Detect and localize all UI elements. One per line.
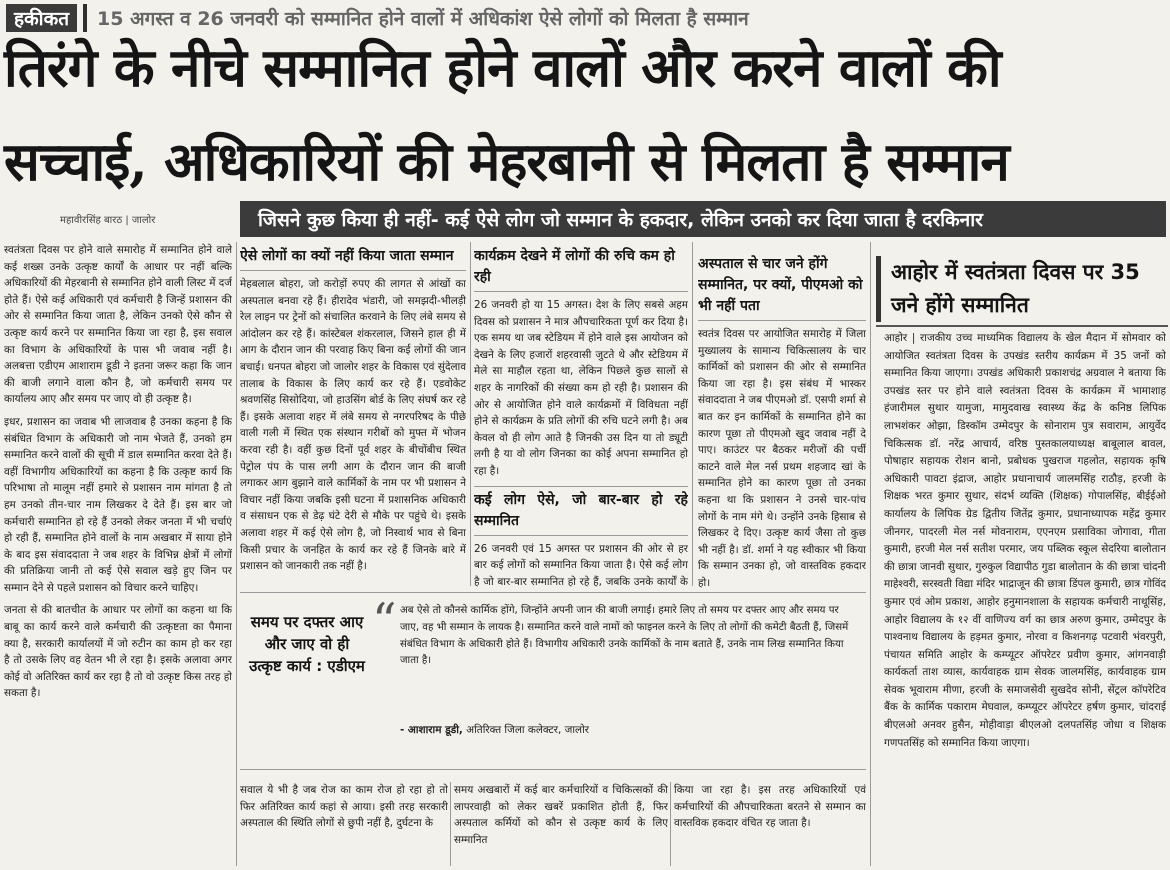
column-divider (670, 782, 671, 866)
bottom-text-2: समय अखबारों में कई बार कर्मचारियों व चिकित्सकों की लापरवाही को लेकर खबरें प्रकाशित होती हैं, फिर अस्पताल कर्मियों को कौन से उत्कृष्ट कार्य के लिए सम्मानित (454, 784, 668, 846)
bottom-text-1: सवाल ये भी है जब रोज का काम रोज हो रहा हो तो फिर अतिरिक्त कार्य कहां से आया। इसी तरह सरकारी अस्पताल की स्थिति लोगों से छुपी नहीं है, दुर्घटना के (240, 784, 448, 830)
quote-box (240, 592, 866, 770)
column-3-heading: कार्यक्रम देखने में लोगों की रुचि कम हो रही (474, 246, 688, 292)
deck-banner: जिसने कुछ किया ही नहीं- कई ऐसे लोग जो सम्मान के हकदार, लेकिन उनको कर दिया जाता है दरकिनार (240, 201, 1166, 237)
headline-line-1: तिरंगे के नीचे सम्मानित होने वालों और करने वालों की (4, 37, 1001, 99)
right-column-body: आहोर | राजकीय उच्च माध्यमिक विद्यालय के खेल मैदान में सोमवार को आयोजित स्वतंत्रता दिवस के उपखंड स्तरीय कार्यक्रम में 35 जनों को सम्मानित किया जाएगा। उपखंड अधिकारी प्रकाशचंद्र अग्रवाल ने बताया कि उपखंड स्तर पर होने वाले स्वतंत्रता दिवस के कार्यक्रम में भामाशाह हंजारीमल सुथार यामुजा, मामुदवाख स्वास्थ्य केंद्र के कनिष्ठ लिपिक लाभशंकर ओझा, डिस्कॉम उम्मेदपुर के सोनाराम पुत्र सवाराम, आयुर्वेद चिकित्सक डॉ. नरेंद्र आचार्य, वरिष्ठ पुस्तकालयाध्यक्ष बाबूलाल बावल, पोषाहार सहायक रोशन बानो, प्रबोधक पुखराज गहलोत, सहायक कृषि अधिकारी पावटा इंद्राज, आहोर प्रधानाचार्य जालमसिंह राठौड़, हरजी के शिक्षक भरत कुमार सुथार, संदर्भ व्यक्ति (शिक्षक) गोपालसिंह, बीईईओ कार्यालय के लिपिक ग्रेड द्वितीय जितेंद्र कुमार, प्रधानाध्यापक महेंद्र कुमार जीनगर, पादरली मेल नर्स मोवनाराम, एएनएम प्रसाविका जोगावा, गीता कुमारी, हरजी मेल नर्स सतीश परमार, जय पब्लिक स्कूल सेदरिया बालोतान की छात्रा जानवी सुथार, गुरुकुल विद्यापीठ गुडा बालोतान के की छात्रा चांदनी माहेश्वरी, सरस्वती विद्या मंदिर भाद्राजून की छात्रा डिंपल कुमारी, छात्र गोविंद कुमार एवं ओम प्रकाश, आहोर हनुमानशाला के सहायक कर्मचारी नाथूसिंह, आहोर विद्यालय के १२ वीं वाणिज्य वर्ग का छात्र अरुण कुमार, उम्मेदपुर के पाश्वनाथ विद्यालय के हड़मत कुमार, नोरवा व किशनगढ़ पटवारी भंवरपुरी, पंचायत समिति आहोर के कम्प्यूटर ऑपरेटर प्रवीण कुमार, आंगनवाड़ी कार्यकर्ता ताश व्यास, कार्यवाहक ग्राम सेवक जालमसिंह, कार्यवाहक ग्राम सेवक भूवाराम मीणा, हरजी के समाजसेवी सुखदेव सोनी, सेंट्रल कॉपरेटिव बैंक के कार्मिक पकाराम मेघवाल, कम्प्यूटर ऑपरेटर हर्षण कुमार, चांदराई बीएलओ अनवर हुसैन, मोहीवाड़ा बीएलओ दलपतसिंह जोधा व शिक्षक गणपतसिंह को सम्मानित किया जाएगा। (884, 332, 1166, 749)
column-2-heading: ऐसे लोगों का क्यों नहीं किया जाता सम्मान (240, 246, 466, 271)
right-heading-rule (876, 325, 1168, 327)
quote-attribution (400, 723, 589, 737)
column-divider (870, 242, 871, 866)
quote-side-heading: समय पर दफ्तर आए और जाए वो ही उत्कृष्ट कार्य : एडीएम (249, 613, 365, 675)
kicker-text: 15 अगस्त व 26 जनवरी को सम्मानित होने वालों में अधिकांश ऐसे लोगों को मिलता है सम्मान (97, 8, 749, 30)
column-1-paragraph: इधर, प्रशासन का जवाब भी लाजवाब है उनका कहना है कि संबंधित विभाग के अधिकारी जो नाम भेजते हैं, उनको हम सम्मानित करने वालों की सूची में डाल सम्मानित करवा देते हैं। वहीं विभागीय अधिकारियों का कहना है कि उत्कृष्ट कार्य कि परिभाषा तो मालूम नहीं हमारे से प्रशासन नाम मांगता है तो हम उनको तीन-चार नाम लिखकर दे देते हैं। इस बार जो कर्मचारी सम्मानित हो रहे हैं उनको लेकर जनता में भी चर्चाएं हो रही हैं, सम्मानित होने वालों के नाम अखबार में साया होने के बाद इस संवाददाता ने जब शहर के विभिन्न क्षेत्रों में लोगों की प्रतिक्रिया जानी तो कई ऐसे सवाल खड़े हुए जिन पर सम्मान देने से पहले प्रशासन को विचार करने चाहिए। (4, 415, 232, 594)
column-divider (470, 242, 471, 586)
byline: महावीरसिंह बारठ | जालोर (60, 215, 156, 226)
column-1-paragraph: स्वतंत्रता दिवस पर होने वाले समारोह में सम्मानित होने वाले कई शख्स उनके उत्कृष्ट कार्यों के आधार पर नहीं बल्कि अधिकारियों की मेहरबानी से सम्मानित होने वाली लिस्ट में दर्ज होते हैं। ऐसे कई अधिकारी एवं कर्मचारी है जिन्हें प्रशासन की ओर से सम्मानित किया जाता है, लेकिन उनको ऐसे कौन से उत्कृष्ट कार्य करने पर सम्मानित किया जा रहा है, इस सवाल का विभाग के अधिकारियों के पास भी जवाब नहीं है। अलबत्ता एडीएम आशाराम डूडी ने इतना जरूर कहा कि जान की बाजी लगाने वाला कौन है, जो कर्मचारी समय पर कार्यालय आए और समय पर जाए वो ही उत्कृष्ट है। (4, 244, 232, 406)
quote-attribution-name: - आशाराम डूडी, (400, 724, 463, 736)
kicker-tag: हकीकत (6, 4, 77, 32)
column-divider (236, 242, 237, 866)
quote-text: अब ऐसे तो कौनसे कार्मिक होंगे, जिन्होंने अपनी जान की बाजी लगाई। हमारे लिए तो समय पर दफ्तर आए और समय पर जाए, वह भी सम्मान के लायक है। सम्मानित करने वाले नामों को फाइनल करने के लिए तो लोगों की कमेटी बैठती हैं, जिसमें संबंधित विभाग के अधिकारी होते हैं। विभागीय अधिकारी उनके कार्मिकों के नाम बताते हैं, उनके नाम लिख सम्मानित किया जाता है। (400, 605, 849, 667)
kicker-separator (83, 4, 87, 32)
column-divider (450, 782, 451, 866)
column-1-paragraph: जनता से की बातचीत के आधार पर लोगों का कहना था कि बाबू का कार्य करने वाले कर्मचारी की उत्कृष्टता का पैमाना क्या है, सरकारी कार्यालयों में जो रुटीन का काम हो कर रहा है तो उसके लिए वह वेतन भी ले रहा है। इसके अलावा अगर कोई वो अतिरिक्त कार्य कर रहा है तो वो उत्कृष्ट किस तरह हो सकता है। (4, 604, 232, 700)
column-4-body: स्वतंत्र दिवस पर आयोजित समारोह में जिला मुख्यालय के सामान्य चिकित्सालय के चार कार्मिकों को प्रशासन की ओर से सम्मानित किया जा रहा है। इस संबंध में भास्कर संवाददाता ने जब पीएमओ डॉ. एसपी शर्मा से बात कर इन कार्मिकों के सम्मानित होने का कारण पूछा तो पीएमओ खुद जवाब नहीं दे पाए। काउंटर पर बैठकर मरीजों की पर्ची काटने वाले मेल नर्स प्रथम शहजाद खां के सम्मानित होने का कारण पूछा तो उनका कहना था कि प्रशासन ने उनसे चार-पांच लोगों के नाम मंगे थे। उन्होंने उनके हिसाब से लिखकर दे दिए। उत्कृष्ट कार्य जैसा तो कुछ भी नहीं है। डॉ. शर्मा ने यह स्वीकार भी किया कि सम्मान उनका हो, जो वास्तविक हकदार हो। (698, 328, 866, 589)
quote-attribution-role: अतिरिक्त जिला कलेक्टर, जालोर (462, 724, 590, 736)
column-3-subheading: कई लोग ऐसे, जो बार-बार हो रहे सम्मानित (474, 486, 688, 536)
right-column-heading: आहोर में स्वतंत्रता दिवस पर 35 जने होंगे सम्मानित (876, 256, 1168, 322)
column-1 (4, 242, 232, 866)
column-3-body-2: 26 जनवरी एवं 15 अगस्त पर प्रशासन की ओर से हर बार कई लोगों को सम्मानित किया जाता है। ऐसे कई लोग है जो बार-बार सम्मानित हो रहे हैं, जबकि उनके कार्यों के (474, 542, 688, 588)
column-3-body: 26 जनवरी हो या 15 अगस्त। देश के लिए सबसे अहम दिवस को प्रशासन ने मात्र औपचारिकता पूर्ण कर दिया है। एक समय था जब स्टेडियम में होने वाले इस आयोजन को देखने के लिए हजारों शहरवासी जुटते थे और स्टेडियम में मेले सा माहौल रहता था, लेकिन पिछले कुछ सालों से शहर के नागरिकों की संख्या कम हो रही है। प्रशासन की ओर से आयोजित होने वाले कार्यक्रमों में विविधता नहीं होने से कार्यक्रम के प्रति लोगों की रुचि घटने लगी है। अब केवल वो ही लोग आते है जिनकी उस दिन या तो ड्यूटी लगी है या वो लोग जिनका का कोई अपना सम्मानित हो रहा है। (474, 299, 688, 477)
headline-line-2: सच्चाई, अधिकारियों की मेहरबानी से मिलता है सम्मान (4, 131, 1009, 193)
kicker-bar (6, 4, 1164, 32)
quote-mark-icon: “ (372, 593, 397, 649)
column-4-heading: अस्पताल से चार जने होंगे सम्मानित, पर क्यों, पीएमओ को भी नहीं पता (698, 254, 866, 321)
column-3 (474, 246, 688, 590)
column-4 (698, 254, 866, 590)
column-2-body: मेहबलाल बोहरा, जो करोड़ों रुपए की लागत से आंखों का अस्पताल बनवा रहे हैं। हीरादेव भंडारी, जो समझदी-भीलड़ी रेल लाइन पर ट्रेनों को संचालित करवाने के लिए लंबे समय से आंदोलन कर रहे हैं। कांस्टेबल शंकरलाल, जिसने हाल ही में आग के दौरान जान की परवाह किए बिना कई लोगों की जान बचाई। धनपत बोहरा जो जालोर शहर के विकास एवं सुंदेलाव तालाब के विकास के लिए कार्य कर रहे हैं। एडवोकेट श्रवणसिंह सिसोदिया, जो हाउसिंग बोर्ड के लिए संघर्ष कर रहे हैं। इसके अलावा शहर में लंबे समय से नगरपरिषद के पीछे वाली गली में स्थित एक संस्थान गरीबों को मुफ्त में भोजन करवा रही है। वहीं कुछ दिनों पूर्व शहर के बीचोंबीच स्थित पेट्रोल पंप के पास लगी आग के दौरान जान की बाजी लगाकर आग बुझाने वाले कार्मिकों के नाम पर भी प्रशासन ने विचार नहीं किया जबकि इसी घटना में प्रशासनिक अधिकारी व संसाधन एक से डेढ़ घंटे देरी से मौके पर पहुंचे थे। इसके अलावा शहर में कई ऐसे लोग है, जो निस्वार्थ भाव से बिना किसी प्रचार के जनहित के कार्य कर रहे हैं जिनके बारे में प्रशासन को जानकारी तक नहीं है। (240, 278, 466, 573)
column-divider (692, 242, 693, 586)
bottom-text-3: किया जा रहा है। इस तरह अधिकारियों एवं कर्मचारियों की औपचारिकता बरतने से सम्मान का वास्तविक हकदार वंचित रह जाता है। (674, 784, 866, 830)
